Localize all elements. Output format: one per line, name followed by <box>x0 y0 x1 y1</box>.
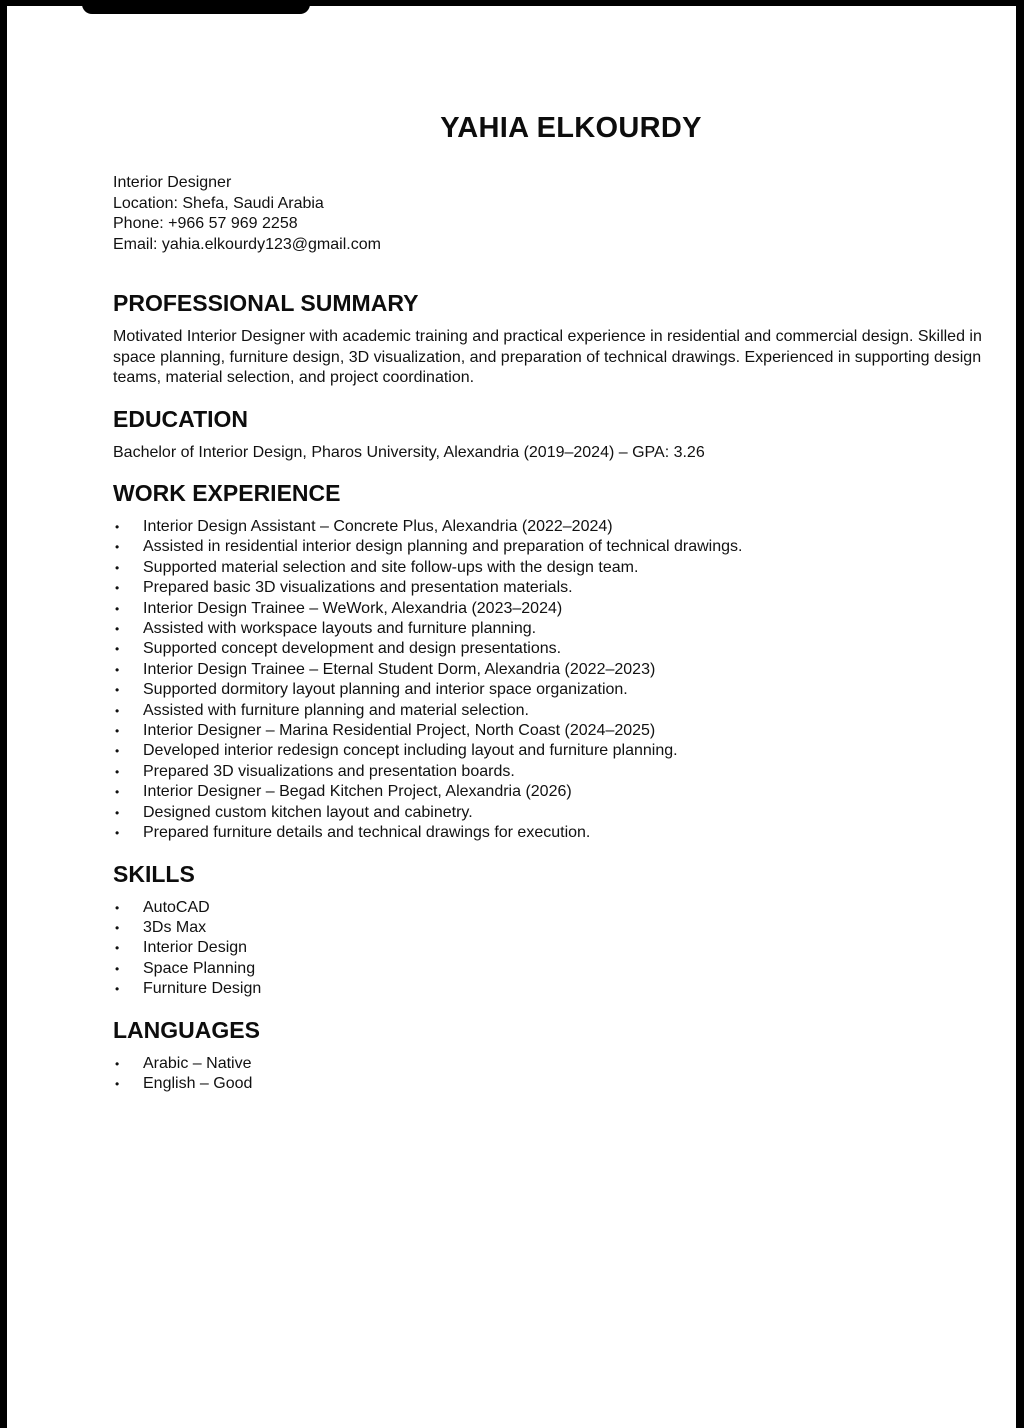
phone: Phone: +966 57 969 2258 <box>113 215 298 232</box>
work-item: • Interior Designer – Begad Kitchen Project, Alexandria (2026) <box>113 782 993 802</box>
work-item: • Interior Designer – Marina Residential Project, North Coast (2024–2025) <box>113 721 993 741</box>
work-item: • Supported dormitory layout planning and interior space organization. <box>113 680 993 700</box>
screen-notch <box>82 6 310 14</box>
work-list <box>113 517 993 844</box>
skill-item: • Interior Design <box>113 938 993 958</box>
skills-section <box>113 861 993 1000</box>
contact-block <box>113 173 993 255</box>
skills-list <box>113 898 993 1000</box>
work-item: • Supported material selection and site follow-ups with the design team. <box>113 558 993 578</box>
skill-item: • Furniture Design <box>113 979 993 999</box>
work-item: • Developed interior redesign concept including layout and furniture planning. <box>113 741 993 761</box>
education-section <box>113 406 993 464</box>
summary-section <box>113 290 993 389</box>
document-page <box>7 6 1016 1428</box>
work-item: • Supported concept development and design presentations. <box>113 639 993 659</box>
languages-list <box>113 1054 993 1095</box>
work-item: • Prepared basic 3D visualizations and presentation materials. <box>113 578 993 598</box>
education-text: Bachelor of Interior Design, Pharos University, Alexandria (2019–2024) – GPA: 3.26 <box>113 443 705 461</box>
work-experience-section <box>113 480 993 844</box>
work-item: • Prepared 3D visualizations and presentation boards. <box>113 762 993 782</box>
skills-heading: SKILLS <box>113 860 195 887</box>
skill-item: • AutoCAD <box>113 898 993 918</box>
language-item: • English – Good <box>113 1074 993 1094</box>
work-item: • Assisted with furniture planning and material selection. <box>113 701 993 721</box>
job-title: Interior Designer <box>113 174 232 191</box>
work-item: • Interior Design Assistant – Concrete Plus, Alexandria (2022–2024) <box>113 517 993 537</box>
work-item: • Interior Design Trainee – Eternal Student Dorm, Alexandria (2022–2023) <box>113 660 993 680</box>
summary-heading: PROFESSIONAL SUMMARY <box>113 290 419 316</box>
languages-section <box>113 1017 993 1095</box>
work-item: • Designed custom kitchen layout and cabinetry. <box>113 803 993 823</box>
location: Location: Shefa, Saudi Arabia <box>113 194 324 212</box>
resume-name: YAHIA ELKOURDY <box>440 112 702 144</box>
skill-item: • Space Planning <box>113 959 993 979</box>
work-item: • Assisted in residential interior design planning and preparation of technical drawings. <box>113 537 993 557</box>
work-item: • Prepared furniture details and technical drawings for execution. <box>113 823 993 843</box>
language-item: • Arabic – Native <box>113 1054 993 1074</box>
summary-text: Motivated Interior Designer with academic training and practical experience in residential and commercial design. Skilled in space planning, furniture design, 3D visualization, and preparation of technical drawings. Experienced in supporting design teams, material selection, and project coordination. <box>113 328 982 386</box>
languages-heading: LANGUAGES <box>113 1016 260 1043</box>
work-item: • Assisted with workspace layouts and furniture planning. <box>113 619 993 639</box>
education-heading: EDUCATION <box>113 405 249 432</box>
resume-content <box>113 112 993 1094</box>
skill-item: • 3Ds Max <box>113 918 993 938</box>
work-item: • Interior Design Trainee – WeWork, Alexandria (2023–2024) <box>113 599 993 619</box>
work-heading: WORK EXPERIENCE <box>113 480 341 506</box>
email: Email: yahia.elkourdy123@gmail.com <box>113 235 381 253</box>
